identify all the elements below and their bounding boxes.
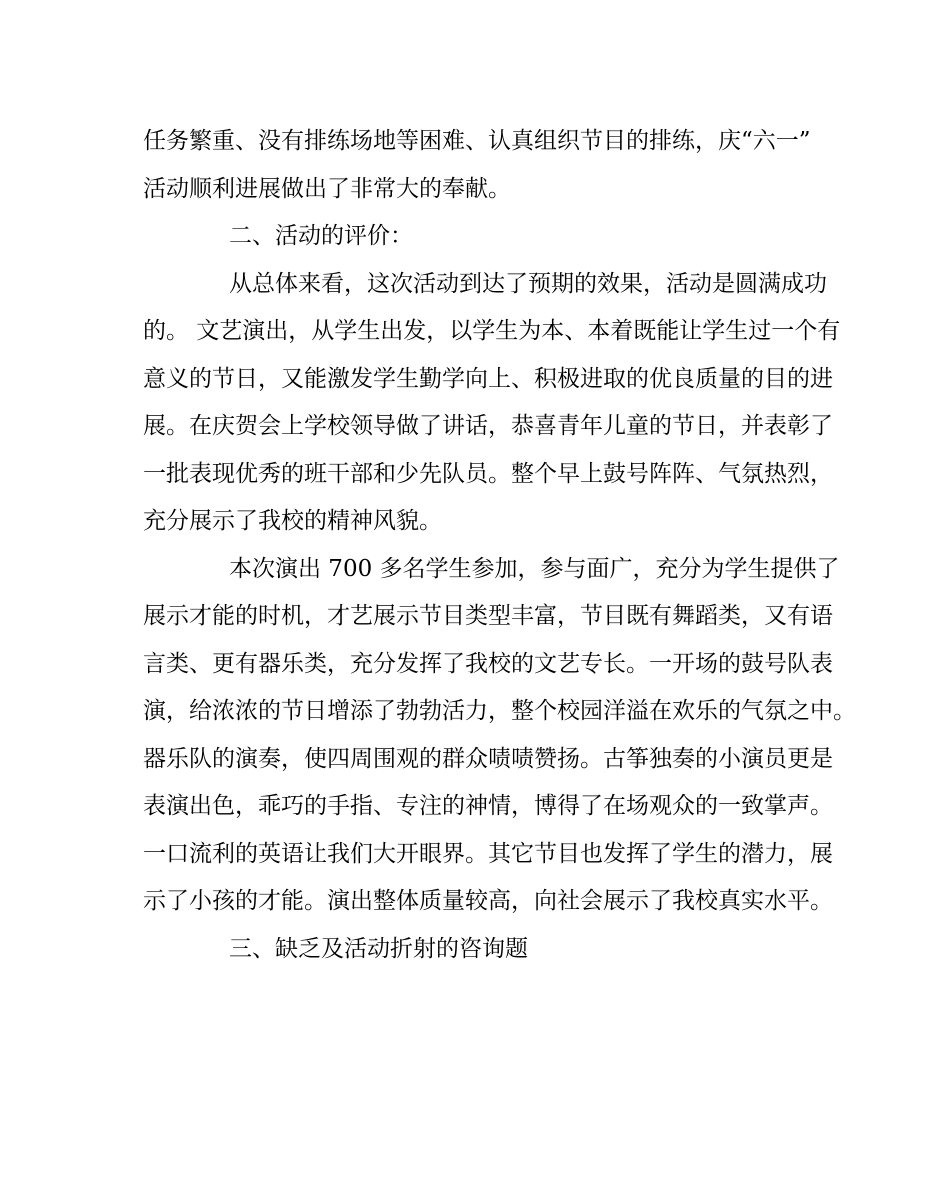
text-line: 活动顺利进展做出了非常大的奉献。 [143,175,511,202]
section-heading-evaluation: 二、活动的评价： [229,223,413,249]
document-body [143,118,856,973]
text-line: 一口流利的英语让我们大开眼界。其它节目也发挥了学生的潜力，展 [143,840,833,867]
paragraph-start-line: 本次演出 700 多名学生参加，参与面广，充分为学生提供了 [229,555,840,582]
text-line: 表演出色，乖巧的手指、专注的神情，博得了在场观众的一致掌声。 [143,793,833,819]
text-line: 演，给浓浓的节日增添了勃勃活力，整个校园洋溢在欢乐的气氛之中。 [143,698,856,724]
text-line: 言类、更有器乐类，充分发挥了我校的文艺专长。一开场的鼓号队表 [143,650,833,677]
text-line: 的。 文艺演出，从学生出发，以学生为本、本着既能让学生过一个有 [143,318,841,344]
text-line: 器乐队的演奏，使四周围观的群众啧啧赞扬。古筝独奏的小演员更是 [143,745,833,772]
text-line: 任务繁重、没有排练场地等困难、认真组织节目的排练，庆“六一” [143,128,811,154]
text-line: 一批表现优秀的班干部和少先队员。整个早上鼓号阵阵、气氛热烈， [143,460,833,487]
text-line: 展示才能的时机，才艺展示节目类型丰富，节目既有舞蹈类，又有语 [143,603,833,629]
text-line: 示了小孩的才能。演出整体质量较高，向社会展示了我校真实水平。 [143,888,833,914]
text-line: 充分展示了我校的精神风貌。 [143,508,442,534]
section-heading-shortcomings: 三、缺乏及活动折射的咨询题 [229,935,528,962]
paragraph-start-line: 从总体来看，这次活动到达了预期的效果，活动是圆满成功 [229,270,827,297]
text-line: 展。在庆贺会上学校领导做了讲话，恭喜青年儿童的节日，并表彰了 [143,413,833,439]
text-line: 意义的节日，又能激发学生勤学向上、积极进取的优良质量的目的进 [143,365,833,392]
